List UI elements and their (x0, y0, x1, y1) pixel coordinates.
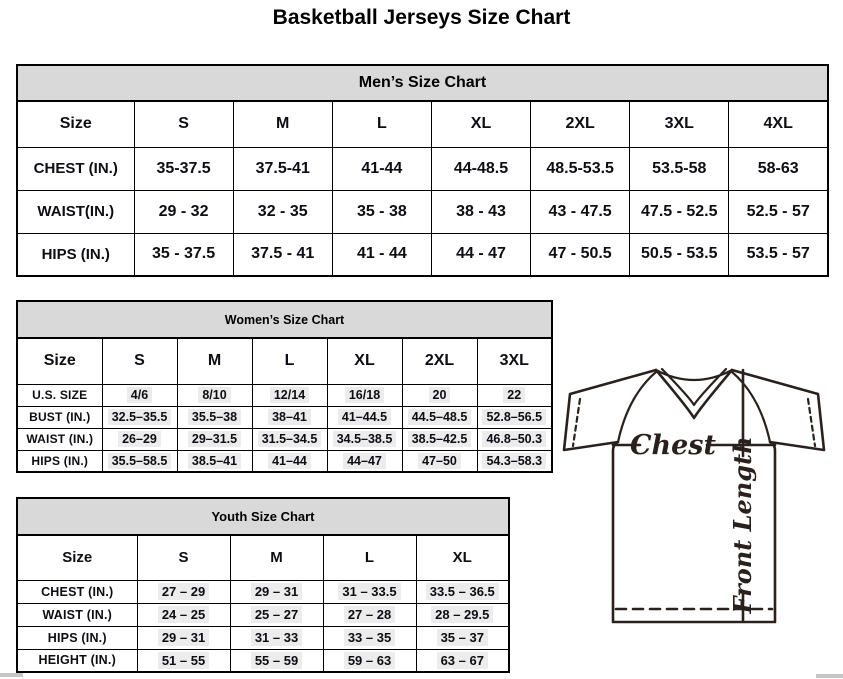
youth-col-header: L (323, 535, 416, 580)
womens-cell (177, 450, 252, 472)
cell-value: 59 – 63 (344, 652, 395, 669)
cell-value: 20 (429, 387, 451, 403)
table-row (17, 233, 828, 276)
cell-value: 63 – 67 (437, 652, 488, 669)
youth-cell (230, 649, 323, 672)
youth-cell (137, 626, 230, 649)
mens-cell: 44 - 47 (431, 233, 530, 276)
youth-cell (323, 649, 416, 672)
cell-value: 38.5–42.5 (408, 431, 472, 447)
cell-value: 35.5–58.5 (108, 453, 172, 469)
womens-col-header: S (102, 338, 177, 384)
mens-col-header: XL (431, 101, 530, 147)
cell-value: 27 – 28 (344, 606, 395, 623)
mens-col-header: 2XL (531, 101, 630, 147)
youth-table-caption: Youth Size Chart (17, 498, 509, 535)
youth-cell (137, 649, 230, 672)
mens-cell: 32 - 35 (233, 190, 332, 233)
cell-value: 46.8–50.3 (482, 431, 546, 447)
mens-cell: 53.5 - 57 (729, 233, 828, 276)
womens-cell (477, 428, 552, 450)
youth-cell (230, 580, 323, 603)
table-row (17, 384, 552, 406)
jersey-outline-icon (564, 370, 824, 622)
cell-value: 16/18 (345, 387, 384, 403)
mens-cell: 43 - 47.5 (531, 190, 630, 233)
youth-col-header: S (137, 535, 230, 580)
youth-cell (230, 603, 323, 626)
mens-cell: 48.5-53.5 (531, 147, 630, 190)
womens-cell (327, 428, 402, 450)
cell-value: 32.5–35.5 (108, 409, 172, 425)
womens-cell (402, 384, 477, 406)
mens-cell: 52.5 - 57 (729, 190, 828, 233)
table-row (17, 190, 828, 233)
mens-cell: 37.5 - 41 (233, 233, 332, 276)
mens-cell: 53.5-58 (630, 147, 729, 190)
cell-value: 51 – 55 (158, 652, 209, 669)
youth-row-label: CHEST (IN.) (17, 580, 137, 603)
youth-col-header: Size (17, 535, 137, 580)
mens-cell: 37.5-41 (233, 147, 332, 190)
womens-cell (252, 428, 327, 450)
womens-cell (327, 384, 402, 406)
cell-value: 24 – 25 (158, 606, 209, 623)
cell-value: 52.8–56.5 (482, 409, 546, 425)
cell-value: 34.5–38.5 (333, 431, 397, 447)
womens-col-header: L (252, 338, 327, 384)
youth-cell (137, 580, 230, 603)
chest-label: Chest (630, 430, 716, 461)
womens-col-header: XL (327, 338, 402, 384)
womens-cell (177, 428, 252, 450)
youth-cell (323, 626, 416, 649)
youth-cell (230, 626, 323, 649)
mens-cell: 41 - 44 (332, 233, 431, 276)
youth-size-table (16, 497, 510, 673)
cell-value: 55 – 59 (251, 652, 302, 669)
womens-col-header: 3XL (477, 338, 552, 384)
cell-value: 44.5–48.5 (408, 409, 472, 425)
womens-col-header: Size (17, 338, 102, 384)
mens-col-header: L (332, 101, 431, 147)
youth-cell (416, 626, 509, 649)
womens-cell (252, 450, 327, 472)
front-length-label: Front Length (728, 436, 757, 614)
mens-cell: 58-63 (729, 147, 828, 190)
womens-cell (102, 406, 177, 428)
mens-row-label: CHEST (IN.) (17, 147, 134, 190)
youth-col-header: XL (416, 535, 509, 580)
mens-col-header: S (134, 101, 233, 147)
jersey-collar-outer-icon (656, 370, 732, 418)
horizontal-scrollbar-fragment-right[interactable] (816, 674, 843, 678)
table-row (17, 450, 552, 472)
mens-cell: 50.5 - 53.5 (630, 233, 729, 276)
cell-value: 31.5–34.5 (258, 431, 322, 447)
table-row (17, 580, 509, 603)
jersey-cuff-left-icon (573, 399, 580, 446)
womens-row-label: U.S. SIZE (17, 384, 102, 406)
mens-table-caption: Men’s Size Chart (17, 65, 828, 101)
mens-cell: 35-37.5 (134, 147, 233, 190)
cell-value: 47–50 (418, 453, 461, 469)
youth-row-label: HIPS (IN.) (17, 626, 137, 649)
youth-cell (323, 603, 416, 626)
cell-value: 38–41 (268, 409, 311, 425)
mens-col-header: 3XL (630, 101, 729, 147)
jersey-cuff-right-icon (808, 399, 815, 446)
table-row (17, 626, 509, 649)
womens-cell (477, 450, 552, 472)
mens-col-header: 4XL (729, 101, 828, 147)
womens-row-label: BUST (IN.) (17, 406, 102, 428)
youth-cell (416, 603, 509, 626)
mens-cell: 44-48.5 (431, 147, 530, 190)
mens-cell: 35 - 37.5 (134, 233, 233, 276)
table-row (17, 147, 828, 190)
horizontal-scrollbar-fragment-left[interactable] (0, 673, 23, 677)
table-row (17, 406, 552, 428)
cell-value: 26–29 (118, 431, 161, 447)
womens-row-label: WAIST (IN.) (17, 428, 102, 450)
mens-col-header: Size (17, 101, 134, 147)
youth-cell (323, 580, 416, 603)
womens-size-table (16, 300, 553, 473)
womens-row-label: HIPS (IN.) (17, 450, 102, 472)
cell-value: 22 (503, 387, 525, 403)
mens-cell: 35 - 38 (332, 190, 431, 233)
mens-size-table (16, 64, 829, 277)
mens-cell: 47 - 50.5 (531, 233, 630, 276)
womens-cell (102, 428, 177, 450)
womens-cell (327, 406, 402, 428)
cell-value: 28 – 29.5 (431, 606, 493, 623)
cell-value: 4/6 (127, 387, 152, 403)
womens-col-header: 2XL (402, 338, 477, 384)
mens-cell: 41-44 (332, 147, 431, 190)
cell-value: 29 – 31 (251, 583, 302, 600)
jersey-measurement-diagram (556, 358, 842, 630)
cell-value: 31 – 33 (251, 629, 302, 646)
mens-row-label: WAIST(IN.) (17, 190, 134, 233)
cell-value: 33.5 – 36.5 (426, 583, 499, 600)
womens-cell (402, 450, 477, 472)
womens-cell (327, 450, 402, 472)
page-title: Basketball Jerseys Size Chart (272, 6, 571, 29)
youth-cell (416, 649, 509, 672)
womens-cell (177, 384, 252, 406)
womens-cell (477, 406, 552, 428)
womens-cell (402, 406, 477, 428)
mens-cell: 29 - 32 (134, 190, 233, 233)
youth-col-header: M (230, 535, 323, 580)
cell-value: 25 – 27 (251, 606, 302, 623)
womens-cell (252, 406, 327, 428)
cell-value: 35 – 37 (437, 629, 488, 646)
cell-value: 12/14 (270, 387, 309, 403)
jersey-armhole-seam-right-icon (732, 372, 770, 442)
mens-row-label: HIPS (IN.) (17, 233, 134, 276)
jersey-diagram-icon (556, 358, 842, 630)
cell-value: 27 – 29 (158, 583, 209, 600)
cell-value: 8/10 (198, 387, 230, 403)
youth-row-label: HEIGHT (IN.) (17, 649, 137, 672)
womens-col-header: M (177, 338, 252, 384)
womens-cell (252, 384, 327, 406)
womens-table-caption: Women’s Size Chart (17, 301, 552, 338)
mens-cell: 38 - 43 (431, 190, 530, 233)
womens-cell (177, 406, 252, 428)
womens-cell (102, 384, 177, 406)
mens-cell: 47.5 - 52.5 (630, 190, 729, 233)
table-row (17, 603, 509, 626)
table-row (17, 428, 552, 450)
cell-value: 35.5–38 (188, 409, 241, 425)
youth-cell (416, 580, 509, 603)
youth-row-label: WAIST (IN.) (17, 603, 137, 626)
cell-value: 29–31.5 (188, 431, 241, 447)
cell-value: 38.5–41 (188, 453, 241, 469)
womens-cell (402, 428, 477, 450)
cell-value: 33 – 35 (344, 629, 395, 646)
cell-value: 41–44 (268, 453, 311, 469)
womens-cell (102, 450, 177, 472)
mens-col-header: M (233, 101, 332, 147)
cell-value: 31 – 33.5 (338, 583, 400, 600)
cell-value: 41–44.5 (338, 409, 391, 425)
cell-value: 54.3–58.3 (482, 453, 546, 469)
youth-cell (137, 603, 230, 626)
cell-value: 44–47 (343, 453, 386, 469)
womens-cell (477, 384, 552, 406)
cell-value: 29 – 31 (158, 629, 209, 646)
table-row (17, 649, 509, 672)
